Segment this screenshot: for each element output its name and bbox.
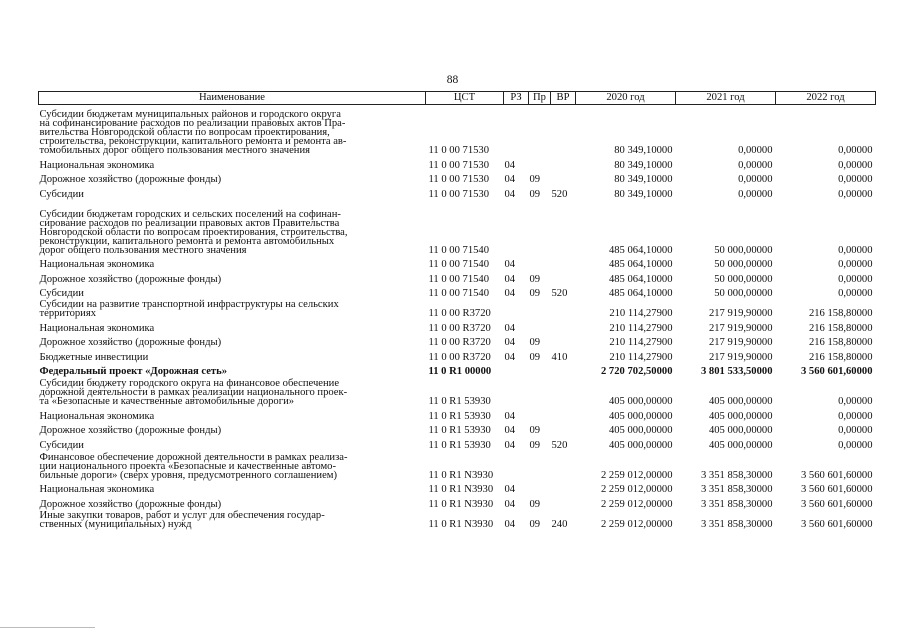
- cell-y2020: 405 000,00000: [608, 410, 673, 422]
- cell-name: Субсидии бюджету городского округа на финансовое обеспечение дорожной деятельности в рамках реализации национального проек- та «Безопасные и качественные автомобильные дороги»: [39, 378, 348, 407]
- table-row: [39, 450, 876, 480]
- table-row: [39, 333, 876, 348]
- cell-rz: [504, 376, 529, 406]
- cell-name: Финансовое обеспечение дорожной деятельности в рамках реализа- ции национального проекта «Безопасные и качественные автомо- бильные дороги» (сверх уровня, предусмотренного соглашением): [39, 451, 348, 481]
- header-cst: ЦСТ: [426, 92, 504, 105]
- cell-y2020: 2 259 012,00000: [600, 518, 673, 530]
- cell-vr: [551, 269, 576, 284]
- cell-pr: 09: [529, 273, 541, 285]
- table-row: [39, 318, 876, 333]
- cell-name: Национальная экономика: [39, 410, 155, 422]
- cell-y2021: 3 351 858,30000: [700, 518, 773, 530]
- cell-pr: 09: [529, 439, 541, 451]
- cell-rz: [504, 199, 529, 255]
- cell-rz: 04: [504, 259, 516, 270]
- header-rz: РЗ: [504, 92, 529, 105]
- cell-vr: 520: [551, 288, 568, 299]
- cell-vr: 410: [551, 351, 568, 363]
- cell-cst: 11 0 R1 N3930: [428, 518, 494, 530]
- cell-rz: 04: [504, 337, 516, 348]
- cell-pr: 09: [529, 498, 541, 510]
- cell-y2022: 0,00000: [838, 259, 873, 270]
- header-2020: 2020 год: [576, 92, 676, 105]
- cell-vr: [551, 255, 576, 270]
- cell-cst: 11 0 00 R3720: [428, 308, 491, 319]
- cell-cst: 11 0 R1 53930: [428, 439, 491, 451]
- cell-name: Национальная экономика: [39, 322, 155, 334]
- cell-vr: [551, 318, 576, 333]
- table-row: [39, 362, 876, 377]
- cell-pr: 09: [529, 351, 541, 363]
- cell-y2022: 0,00000: [838, 159, 873, 171]
- cell-name: Национальная экономика: [39, 159, 155, 171]
- header-2021: 2021 год: [676, 92, 776, 105]
- cell-y2021: 0,00000: [738, 174, 773, 185]
- cell-y2020: 485 064,10000: [608, 273, 673, 285]
- cell-rz: 04: [504, 273, 516, 285]
- cell-cst: 11 0 00 71530: [428, 188, 490, 200]
- table-row: [39, 406, 876, 421]
- cell-y2022: 0,00000: [838, 244, 873, 256]
- table-row: [39, 284, 876, 299]
- cell-rz: 04: [504, 484, 516, 495]
- cell-pr: [529, 298, 551, 318]
- cell-vr: [551, 494, 576, 509]
- cell-name: Субсидии бюджетам муниципальных районов и городского округа на софинансирование расходов по реализации правовых актов Пра- вительства Новгородской области по вопросам проектирования, строительства, реконструкции, капитального ремонта и ремонта ав- томобильных дорог общего пользования местного значения: [39, 109, 347, 156]
- cell-y2022: 0,00000: [838, 425, 873, 436]
- cell-pr: [529, 450, 551, 480]
- cell-y2020: 80 349,10000: [614, 145, 673, 156]
- cell-y2021: 3 801 533,50000: [700, 366, 773, 377]
- cell-y2021: 3 351 858,30000: [700, 469, 773, 481]
- cell-y2020: 2 259 012,00000: [600, 498, 673, 510]
- cell-name: Бюджетные инвестиции: [39, 351, 149, 363]
- cell-cst: 11 0 R1 53930: [428, 425, 491, 436]
- cell-vr: [551, 155, 576, 170]
- cell-rz: 04: [504, 351, 516, 363]
- cell-name: Субсидии бюджетам городских и сельских поселений на софинан- сирование расходов по реализации правовых актов Правительства Новгородской области по вопросам проектирования, строительства, реконструкции, капитального ремонта и ремонта автомобильных дорог общего пользования местного значения: [39, 208, 348, 256]
- cell-y2020: 485 064,10000: [608, 259, 673, 270]
- cell-rz: 04: [504, 188, 516, 200]
- cell-cst: 11 0 00 71540: [428, 288, 490, 299]
- cell-y2022: 3 560 601,60000: [800, 469, 873, 481]
- table-header: [39, 92, 876, 105]
- cell-name: Дорожное хозяйство (дорожные фонды): [39, 273, 222, 285]
- cell-vr: [551, 199, 576, 255]
- header-row: [39, 92, 876, 105]
- cell-cst: 11 0 00 71540: [428, 273, 490, 285]
- cell-pr: [529, 105, 551, 156]
- table-row: [39, 269, 876, 284]
- table-row: [39, 255, 876, 270]
- table-row: [39, 494, 876, 509]
- table-row: [39, 184, 876, 199]
- header-2022: 2022 год: [776, 92, 876, 105]
- cell-pr: [529, 318, 551, 333]
- cell-y2021: 217 919,90000: [708, 337, 773, 348]
- cell-vr: [551, 105, 576, 156]
- cell-y2021: 405 000,00000: [708, 410, 773, 422]
- table-row: [39, 105, 876, 156]
- cell-pr: [529, 376, 551, 406]
- cell-y2022: 0,00000: [838, 396, 873, 407]
- cell-y2020: 80 349,10000: [614, 174, 673, 185]
- cell-y2022: 216 158,80000: [808, 322, 873, 334]
- cell-y2022: 0,00000: [838, 273, 873, 285]
- budget-table: [38, 91, 876, 529]
- cell-cst: 11 0 00 71530: [428, 174, 490, 185]
- cell-vr: [551, 298, 576, 318]
- cell-rz: 04: [504, 410, 516, 422]
- table-row: [39, 376, 876, 406]
- cell-rz: 04: [504, 288, 516, 299]
- cell-vr: [551, 362, 576, 377]
- cell-cst: 11 0 00 71530: [428, 159, 490, 171]
- cell-name: Иные закупки товаров, работ и услуг для обеспечения государ- ственных (муниципальных) нужд: [39, 509, 325, 530]
- cell-name: Субсидии на развитие транспортной инфраструктуры на сельских территориях: [39, 299, 339, 319]
- cell-y2022: 0,00000: [838, 288, 873, 299]
- cell-y2021: 0,00000: [738, 188, 773, 200]
- cell-y2020: 2 720 702,50000: [600, 366, 673, 377]
- cell-cst: 11 0 00 R3720: [428, 337, 491, 348]
- table-row: [39, 435, 876, 450]
- cell-y2022: 3 560 601,60000: [800, 498, 873, 510]
- table-row: [39, 199, 876, 255]
- cell-cst: 11 0 00 R3720: [428, 322, 491, 334]
- cell-y2021: 217 919,90000: [708, 351, 773, 363]
- header-name: Наименование: [39, 92, 426, 105]
- cell-cst: 11 0 R1 00000: [428, 366, 492, 377]
- cell-name: Национальная экономика: [39, 259, 155, 270]
- cell-y2022: 3 560 601,60000: [800, 366, 873, 377]
- cell-vr: [551, 421, 576, 436]
- cell-pr: 09: [529, 425, 541, 436]
- cell-y2021: 50 000,00000: [714, 273, 773, 285]
- cell-y2020: 210 114,27900: [609, 308, 673, 319]
- cell-y2022: 216 158,80000: [808, 351, 873, 363]
- cell-rz: [504, 362, 529, 377]
- table-row: [39, 509, 876, 529]
- cell-y2020: 80 349,10000: [614, 159, 673, 171]
- cell-rz: 04: [504, 439, 516, 451]
- cell-pr: [529, 155, 551, 170]
- cell-name: Субсидии: [39, 288, 84, 299]
- cell-pr: [529, 406, 551, 421]
- cell-rz: [504, 105, 529, 156]
- cell-vr: [551, 170, 576, 185]
- cell-vr: [551, 406, 576, 421]
- cell-cst: 11 0 R1 N3930: [428, 484, 494, 495]
- cell-y2020: 80 349,10000: [614, 188, 673, 200]
- cell-y2020: 2 259 012,00000: [600, 469, 673, 481]
- cell-y2022: 3 560 601,60000: [800, 518, 873, 530]
- cell-rz: 04: [504, 498, 516, 510]
- cell-rz: 04: [504, 159, 516, 171]
- cell-name: Национальная экономика: [39, 484, 155, 495]
- table-row: [39, 480, 876, 495]
- cell-y2021: 50 000,00000: [714, 259, 773, 270]
- cell-y2021: 3 351 858,30000: [700, 498, 773, 510]
- table-row: [39, 347, 876, 362]
- cell-name: Дорожное хозяйство (дорожные фонды): [39, 174, 222, 185]
- cell-y2021: 0,00000: [738, 159, 773, 171]
- cell-cst: 11 0 00 71540: [428, 259, 490, 270]
- cell-name: Дорожное хозяйство (дорожные фонды): [39, 425, 222, 436]
- cell-y2021: 217 919,90000: [708, 308, 773, 319]
- table-row: [39, 155, 876, 170]
- cell-y2022: 0,00000: [838, 188, 873, 200]
- cell-pr: 09: [529, 288, 541, 299]
- cell-vr: 520: [551, 188, 568, 200]
- cell-y2021: 217 919,90000: [708, 322, 773, 334]
- cell-name: Федеральный проект «Дорожная сеть»: [39, 366, 228, 377]
- cell-name: Дорожное хозяйство (дорожные фонды): [39, 498, 222, 510]
- cell-y2021: 50 000,00000: [714, 288, 773, 299]
- cell-vr: [551, 376, 576, 406]
- cell-y2020: 2 259 012,00000: [600, 484, 673, 495]
- page-edge-rule: [0, 627, 95, 628]
- cell-pr: [529, 362, 551, 377]
- cell-name: Дорожное хозяйство (дорожные фонды): [39, 337, 222, 348]
- cell-y2021: 50 000,00000: [714, 244, 773, 256]
- cell-y2022: 216 158,80000: [808, 308, 873, 319]
- cell-pr: 09: [529, 188, 541, 200]
- cell-cst: 11 0 00 R3720: [428, 351, 491, 363]
- cell-rz: 04: [504, 322, 516, 334]
- cell-cst: 11 0 00 71530: [428, 145, 490, 156]
- cell-y2020: 405 000,00000: [608, 439, 673, 451]
- cell-pr: 09: [529, 174, 541, 185]
- cell-vr: [551, 450, 576, 480]
- table-row: [39, 298, 876, 318]
- cell-y2020: 405 000,00000: [608, 396, 673, 407]
- cell-cst: 11 0 00 71540: [428, 244, 490, 256]
- cell-vr: [551, 333, 576, 348]
- cell-y2020: 210 114,27900: [609, 351, 673, 363]
- table-row: [39, 421, 876, 436]
- cell-y2020: 210 114,27900: [609, 337, 673, 348]
- cell-y2021: 3 351 858,30000: [700, 484, 773, 495]
- cell-y2020: 485 064,10000: [608, 288, 673, 299]
- cell-y2021: 405 000,00000: [708, 439, 773, 451]
- cell-y2021: 0,00000: [738, 145, 773, 156]
- cell-rz: 04: [504, 425, 516, 436]
- cell-rz: 04: [504, 174, 516, 185]
- cell-y2022: 3 560 601,60000: [800, 484, 873, 495]
- cell-y2021: 405 000,00000: [708, 396, 773, 407]
- cell-y2022: 0,00000: [838, 145, 873, 156]
- cell-pr: [529, 199, 551, 255]
- page-number: 88: [446, 74, 459, 86]
- cell-y2020: 210 114,27900: [609, 322, 673, 334]
- cell-vr: 520: [551, 439, 568, 451]
- cell-y2022: 216 158,80000: [808, 337, 873, 348]
- cell-cst: 11 0 R1 N3930: [428, 469, 494, 481]
- header-vr: ВР: [551, 92, 576, 105]
- cell-y2021: 405 000,00000: [708, 425, 773, 436]
- cell-y2022: 0,00000: [838, 174, 873, 185]
- cell-name: Субсидии: [39, 188, 84, 200]
- header-pr: Пр: [529, 92, 551, 105]
- cell-y2022: 0,00000: [838, 439, 873, 451]
- cell-y2022: 0,00000: [838, 410, 873, 422]
- table-body: [39, 105, 876, 529]
- cell-rz: [504, 450, 529, 480]
- cell-rz: 04: [504, 518, 516, 530]
- cell-pr: 09: [529, 337, 541, 348]
- cell-y2020: 485 064,10000: [608, 244, 673, 256]
- cell-vr: 240: [551, 518, 568, 530]
- cell-pr: [529, 480, 551, 495]
- cell-rz: [504, 298, 529, 318]
- cell-vr: [551, 480, 576, 495]
- table-row: [39, 170, 876, 185]
- cell-name: Субсидии: [39, 439, 84, 451]
- cell-cst: 11 0 R1 53930: [428, 410, 491, 422]
- cell-pr: 09: [529, 518, 541, 530]
- cell-cst: 11 0 R1 53930: [428, 396, 491, 407]
- cell-pr: [529, 255, 551, 270]
- cell-cst: 11 0 R1 N3930: [428, 498, 494, 510]
- cell-y2020: 405 000,00000: [608, 425, 673, 436]
